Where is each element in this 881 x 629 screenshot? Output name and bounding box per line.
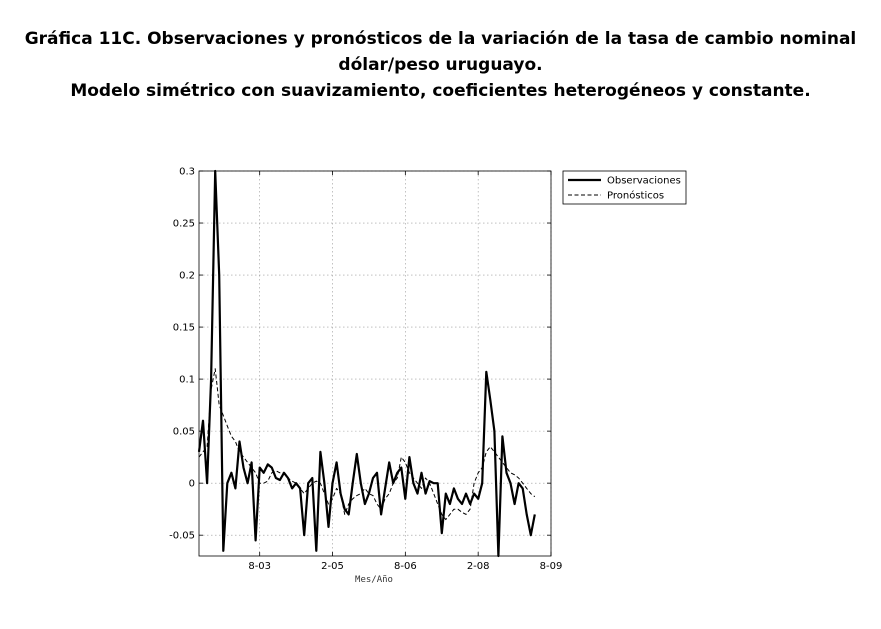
legend-label: Observaciones	[607, 175, 681, 187]
x-tick-label: 8-06	[393, 561, 417, 572]
y-tick-label: 0.1	[179, 374, 195, 386]
legend-label: Pronósticos	[607, 190, 665, 202]
y-tick-label: -0.05	[169, 530, 195, 542]
x-tick-label: 8-03	[248, 561, 272, 572]
y-tick-label: 0.3	[179, 166, 195, 178]
y-tick-label: 0.15	[172, 322, 195, 334]
x-axis-label: Mes/Año	[355, 575, 393, 585]
x-tick-label: 2-05	[321, 561, 344, 572]
chart-title-line-3: Modelo simétrico con suavizamiento, coeficientes heterogéneos y constante.	[70, 81, 811, 101]
x-tick-label: 8-09	[539, 561, 563, 572]
x-tick-label: 2-08	[466, 561, 490, 572]
y-tick-label: 0.2	[179, 270, 195, 282]
plot-area	[199, 171, 551, 556]
chart-title-line-2: dólar/peso uruguayo.	[338, 55, 543, 75]
y-tick-label: 0.25	[172, 218, 195, 230]
y-tick-label: 0.05	[172, 426, 195, 438]
y-tick-label: 0	[188, 478, 195, 490]
chart-title-line-1: Gráfica 11C. Observaciones y pronósticos de la variación de la tasa de cambio nominal	[24, 29, 857, 49]
